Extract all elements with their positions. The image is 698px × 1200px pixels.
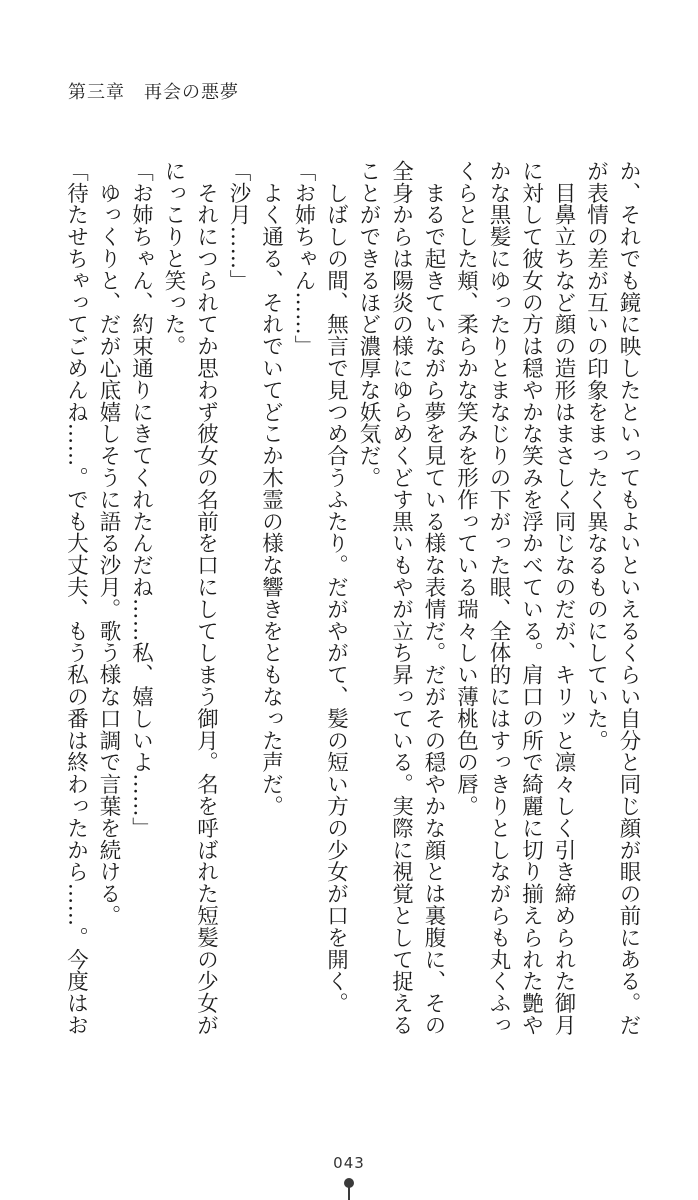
body-text — [59, 160, 644, 1036]
text-line: ゆっくりと、だが心底嬉しそうに語る沙月。歌う様な口調で言葉を続ける。 — [96, 160, 121, 927]
text-line: 全身からは陽炎の様にゆらめくどす黒いもやが立ち昇っている。実際に視覚として捉える — [388, 160, 414, 1036]
text-line: それにつられてか思わず彼女の名前を口にしてしまう御月。名を呼ばれた短髪の少女が — [193, 160, 219, 1036]
text-line: くらとした頬、柔らかな笑みを形作っている瑞々しい薄桃色の唇。 — [453, 160, 479, 817]
text-line: よく通る、それでいてどこか木霊の様な響きをともなった声だ。 — [258, 160, 284, 817]
text-line: にっこりと笑った。 — [161, 160, 186, 358]
page-marker-icon — [344, 1178, 354, 1200]
text-line: しばしの間、無言で見つめ合うふたり。だがやがて、髪の短い方の少女が口を開く。 — [323, 160, 349, 1015]
text-line: 目鼻立ちなど顔の造形はまさしく同じなのだが、キリッと凛々しく引き締められた御月 — [551, 160, 576, 1036]
text-line: ことができるほど濃厚な妖気だ。 — [356, 160, 381, 489]
text-line: まるで起きていながら夢を見ている様な表情だ。だがその穏やかな顔とは裏腹に、その — [421, 160, 446, 1036]
text-line: が表情の差が互いの印象をまったく異なるものにしていた。 — [583, 160, 609, 752]
page-number: 043 — [333, 1154, 365, 1172]
text-line: 「待たせちゃってごめんね……。でも大丈夫、もう私の番は終わったから……。今度はお — [63, 160, 89, 1036]
text-line: 「お姉ちゃん……」 — [291, 160, 316, 358]
text-line: に対して彼女の方は穏やかな笑みを浮かべている。肩口の所で綺麗に切り揃えられた艶や — [518, 160, 544, 1036]
text-line: かな黒髪にゆったりとまなじりの下がった眼、全体的にはすっきりとしながらも丸くふっ — [486, 160, 511, 1036]
text-line: 「お姉ちゃん、約束通りにきてくれたんだね……私、嬉しいよ……」 — [128, 160, 154, 839]
page-marker-stem — [348, 1187, 350, 1200]
text-line: 「沙月……」 — [226, 160, 251, 292]
chapter-title: 第三章 再会の悪夢 — [68, 82, 239, 103]
text-line: か、それでも鏡に映したといってもよいといえるくらい自分と同じ顔が眼の前にある。だ — [616, 160, 641, 1036]
